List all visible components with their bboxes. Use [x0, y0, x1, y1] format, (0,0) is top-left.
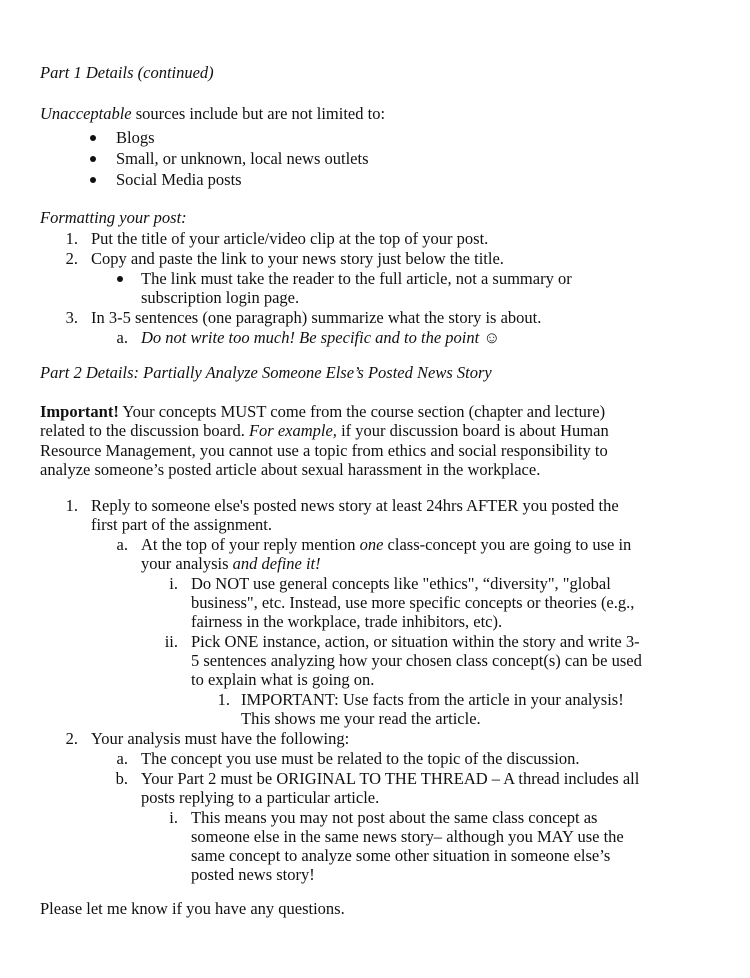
list-item-text: Social Media posts	[116, 170, 242, 189]
list-item	[40, 269, 720, 288]
list-item	[40, 535, 720, 554]
list-item-continued	[40, 827, 720, 846]
list-item	[40, 574, 720, 593]
list-item-text: Blogs	[116, 128, 155, 147]
list-number: 1.	[65, 496, 78, 515]
unacceptable-lead-italic: Unacceptable	[40, 104, 132, 123]
unacceptable-list	[40, 128, 640, 191]
list-number: 3.	[65, 308, 78, 327]
list-item	[40, 632, 720, 651]
text-run: class-concept you are going to use in	[383, 535, 632, 554]
list-item-text: Do NOT use general concepts like "ethics", “diversity", "global	[191, 574, 611, 593]
list-item-text: someone else in the same news story– although you MAY use the	[191, 827, 624, 846]
list-item-continued	[40, 788, 720, 808]
list-roman: i.	[169, 574, 178, 593]
list-letter: a.	[116, 749, 128, 768]
part1-heading: Part 1 Details (continued)	[40, 63, 214, 82]
list-item-text: This means you may not post about the same class concept as	[191, 808, 598, 827]
list-item-text: The concept you use must be related to the topic of the discussion.	[141, 749, 580, 768]
bullet-dot	[90, 135, 96, 141]
part2-steps	[40, 496, 720, 884]
list-item-continued	[40, 515, 720, 535]
list-item-text: to explain what is going on.	[191, 670, 375, 689]
text-run: At the top of your reply mention	[141, 535, 360, 554]
list-item	[40, 690, 720, 709]
list-item-continued	[40, 865, 720, 884]
list-roman: i.	[169, 808, 178, 827]
bullet-dot	[117, 276, 123, 282]
list-letter: a.	[116, 535, 128, 554]
important-paragraph	[40, 402, 720, 479]
important-label: Important!	[40, 402, 119, 421]
list-item-text: Pick ONE instance, action, or situation within the story and write 3-	[191, 632, 640, 651]
list-number: 2.	[65, 249, 78, 268]
list-item-text: Put the title of your article/video clip at the top of your post.	[91, 229, 489, 248]
important-text: related to the discussion board.	[40, 421, 249, 441]
list-item-continued	[40, 554, 720, 574]
list-item	[40, 170, 640, 191]
unacceptable-lead-rest: sources include but are not limited to:	[131, 104, 386, 123]
list-item-text	[141, 535, 631, 554]
list-item-continued	[40, 709, 720, 729]
list-item-text: Small, or unknown, local news outlets	[116, 149, 369, 168]
list-number: 1.	[217, 690, 230, 709]
list-item-continued	[40, 593, 720, 612]
list-item-text: Your Part 2 must be ORIGINAL TO THE THREAD – A thread includes all	[141, 769, 640, 788]
list-item-text: fairness in the workplace, trade inhibitors, etc).	[191, 612, 503, 631]
list-item	[40, 749, 720, 769]
list-item	[40, 128, 640, 149]
list-item	[40, 249, 720, 269]
list-item	[40, 729, 720, 749]
bullet-dot	[90, 177, 96, 183]
list-item-text: Your analysis must have the following:	[91, 729, 350, 748]
important-line	[40, 421, 720, 440]
list-item-text: In 3-5 sentences (one paragraph) summarize what the story is about.	[91, 308, 542, 327]
list-item-text	[141, 554, 321, 573]
list-item-continued	[40, 670, 720, 690]
list-item-text: same concept to analyze some other situation in someone else’s	[191, 846, 611, 865]
list-item-text: first part of the assignment.	[91, 515, 273, 534]
list-number: 2.	[65, 729, 78, 748]
list-item	[40, 769, 720, 788]
list-item-continued	[40, 288, 720, 308]
important-line	[40, 402, 720, 421]
important-text: if your discussion board is about Human	[336, 421, 609, 441]
list-item	[40, 229, 720, 249]
list-item-continued	[40, 651, 720, 670]
list-letter: a.	[116, 328, 128, 347]
list-item-continued	[40, 612, 720, 632]
list-item-text: 5 sentences analyzing how your chosen class concept(s) can be used	[191, 651, 642, 670]
list-number: 1.	[65, 229, 78, 248]
list-item	[40, 496, 720, 515]
list-item	[40, 328, 720, 348]
list-item-text: The link must take the reader to the full article, not a summary or	[141, 269, 572, 288]
list-item-text: Do not write too much! Be specific and to the point ☺	[141, 328, 501, 347]
list-item-text: posts replying to a particular article.	[141, 788, 380, 807]
list-item	[40, 149, 640, 170]
list-item-text: This shows me your read the article.	[241, 709, 481, 728]
text-run: your analysis	[141, 554, 233, 573]
list-item-text: subscription login page.	[141, 288, 300, 307]
text-run-italic: one	[359, 535, 384, 554]
list-item-text: posted news story!	[191, 865, 315, 884]
unacceptable-intro	[40, 104, 385, 123]
list-roman: ii.	[164, 632, 178, 651]
important-line: Resource Management, you cannot use a topic from ethics and social responsibility to	[40, 440, 608, 460]
text-run-italic: and define it!	[232, 554, 321, 573]
important-example: For example,	[248, 421, 337, 441]
list-item	[40, 308, 720, 328]
formatting-list	[40, 229, 720, 348]
important-line: analyze someone’s posted article about sexual harassment in the workplace.	[40, 459, 541, 479]
list-item-continued	[40, 846, 720, 865]
formatting-heading: Formatting your post:	[40, 208, 187, 227]
bullet-dot	[90, 156, 96, 162]
part2-heading: Part 2 Details: Partially Analyze Someone Else’s Posted News Story	[40, 363, 492, 382]
important-text: Your concepts MUST come from the course section (chapter and lecture)	[118, 402, 606, 421]
list-item-text: IMPORTANT: Use facts from the article in your analysis!	[241, 690, 624, 709]
closing-line: Please let me know if you have any questions.	[40, 899, 345, 918]
list-letter: b.	[115, 769, 128, 788]
list-item-text: business", etc. Instead, use more specific concepts or theories (e.g.,	[191, 593, 635, 612]
list-item	[40, 808, 720, 827]
list-item-text: Copy and paste the link to your news story just below the title.	[91, 249, 504, 268]
list-item-text: Reply to someone else's posted news story at least 24hrs AFTER you posted the	[91, 496, 619, 515]
